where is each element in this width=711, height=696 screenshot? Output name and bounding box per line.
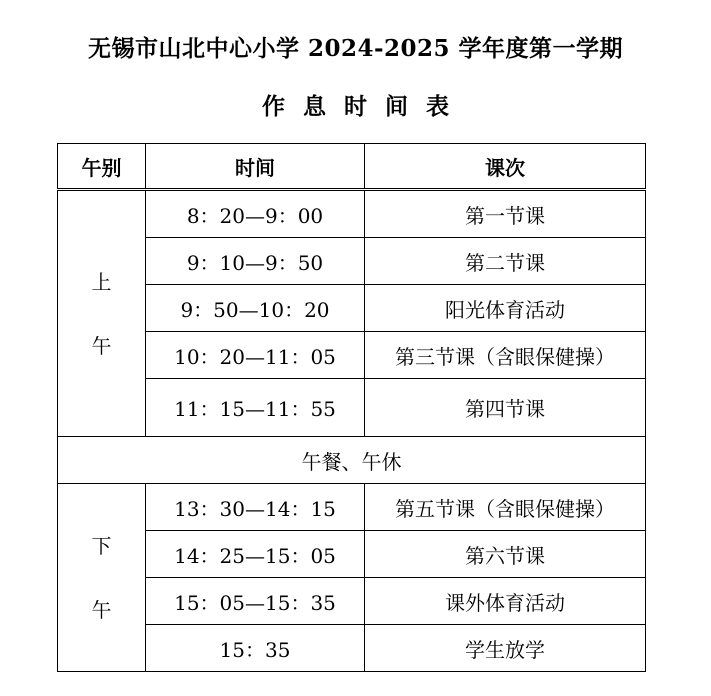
period-morning xyxy=(58,190,146,437)
time-cell: 14：25—15：05 xyxy=(146,531,365,578)
period-morning-char1: 上 xyxy=(91,269,112,294)
time-cell: 8：20—9：00 xyxy=(146,190,365,238)
document-title: 无锡市山北中心小学 2024-2025 学年度第一学期 xyxy=(87,35,624,62)
column-header-time: 时间 xyxy=(146,144,365,190)
class-cell: 课外体育活动 xyxy=(365,578,646,625)
table-header-row xyxy=(58,144,646,190)
class-cell: 阳光体育活动 xyxy=(365,285,646,332)
period-morning-char2: 午 xyxy=(91,333,112,358)
class-cell: 学生放学 xyxy=(365,625,646,672)
class-cell: 第五节课（含眼保健操） xyxy=(365,484,646,531)
table-row xyxy=(58,625,646,672)
period-afternoon-char2: 午 xyxy=(91,597,112,622)
time-cell: 9：10—9：50 xyxy=(146,238,365,285)
document-subtitle: 作息时间表 xyxy=(262,93,467,120)
break-row xyxy=(58,437,646,484)
period-afternoon-char1: 下 xyxy=(91,533,112,558)
table-row xyxy=(58,484,646,531)
class-cell: 第二节课 xyxy=(365,238,646,285)
table-row xyxy=(58,578,646,625)
table-row xyxy=(58,190,646,238)
class-cell: 第四节课 xyxy=(365,379,646,437)
column-header-period: 午别 xyxy=(58,144,146,190)
schedule-table xyxy=(57,143,646,672)
class-cell: 第三节课（含眼保健操） xyxy=(365,332,646,379)
time-cell: 10：20—11：05 xyxy=(146,332,365,379)
time-cell: 15：35 xyxy=(146,625,365,672)
time-cell: 11：15—11：55 xyxy=(146,379,365,437)
table-row xyxy=(58,238,646,285)
time-cell: 13：30—14：15 xyxy=(146,484,365,531)
class-cell: 第一节课 xyxy=(365,190,646,238)
table-row xyxy=(58,332,646,379)
period-afternoon xyxy=(58,484,146,672)
time-cell: 15：05—15：35 xyxy=(146,578,365,625)
column-header-class: 课次 xyxy=(365,144,646,190)
time-cell: 9：50—10：20 xyxy=(146,285,365,332)
table-row xyxy=(58,531,646,578)
class-cell: 第六节课 xyxy=(365,531,646,578)
lunch-break-cell: 午餐、午休 xyxy=(58,437,646,484)
table-row xyxy=(58,285,646,332)
table-row xyxy=(58,379,646,437)
